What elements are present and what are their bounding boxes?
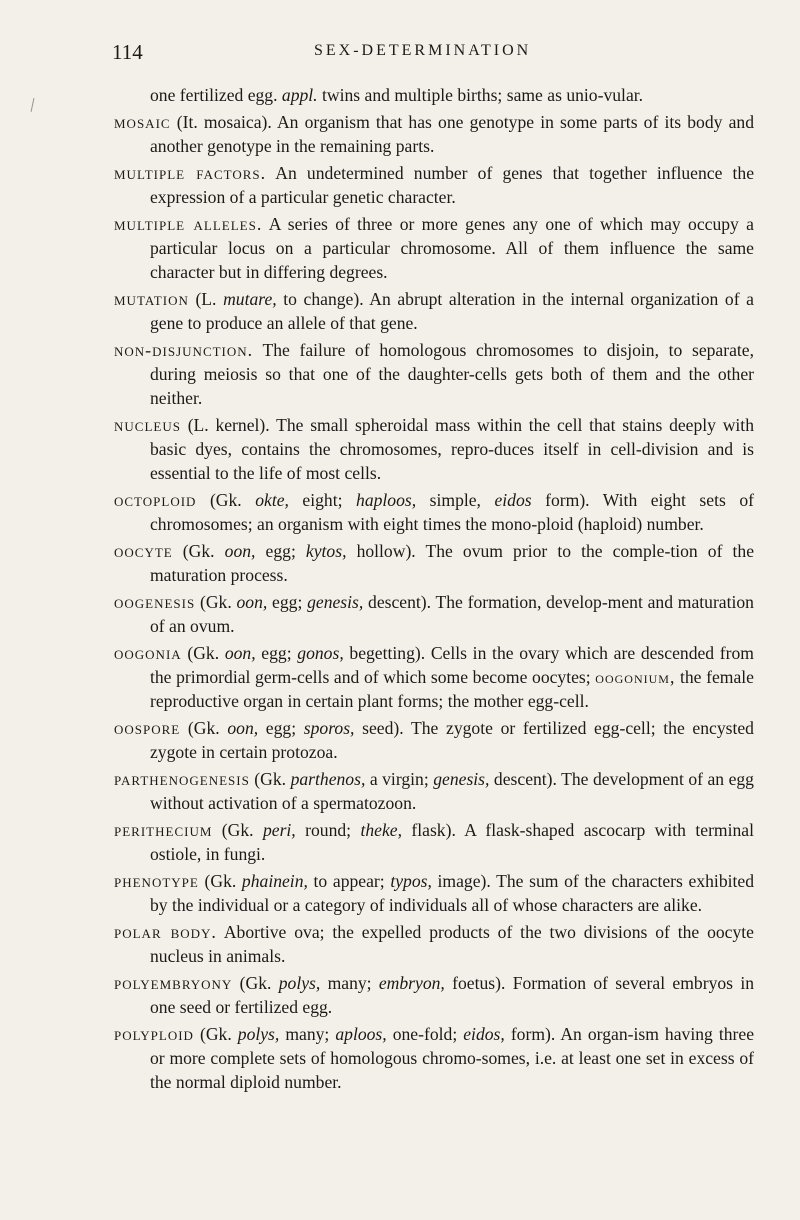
definition-text: to change). An abrupt alteration in the internal organization of a gene to produce an allele of that gene.	[150, 289, 754, 333]
entry-headword: perithecium	[114, 820, 213, 840]
entry-headword: polar body.	[114, 922, 217, 942]
definition-text: many;	[320, 973, 379, 993]
etymology-term: appl.	[281, 85, 318, 105]
definition-text: An undetermined number of genes that together influence the expression of a particular genetic character.	[150, 163, 755, 207]
glossary-entry	[114, 488, 754, 536]
etymology-term: oon,	[224, 643, 256, 663]
glossary-entry	[114, 590, 754, 638]
etymology-term: embryon,	[378, 973, 445, 993]
definition-text: The failure of homologous chromosomes to disjoin, to separate, during meiosis so that one of the daughter-cells gets both of them and the other neither.	[150, 340, 754, 408]
definition-text: (Gk.	[232, 973, 279, 993]
definition-text: round;	[295, 820, 361, 840]
etymology-term: haploos,	[356, 490, 417, 510]
glossary-entry	[114, 539, 754, 587]
definition-text: a virgin;	[365, 769, 434, 789]
entry-headword: oocyte	[114, 541, 173, 561]
page-number: 114	[112, 40, 143, 64]
entry-headword: mosaic	[114, 112, 171, 132]
etymology-term: phainein,	[241, 871, 308, 891]
glossary-entry	[114, 110, 754, 158]
etymology-term: mutare,	[223, 289, 277, 309]
definition-text: eight;	[288, 490, 357, 510]
definition-text: (Gk.	[193, 1024, 238, 1044]
entry-headword: parthenogenesis	[114, 769, 250, 789]
definition-text: (Gk.	[249, 769, 291, 789]
page-header	[0, 40, 800, 70]
definition-text: egg;	[255, 541, 306, 561]
definition-text: twins and multiple births; same as unio-vular.	[317, 85, 644, 105]
definition-text: descent). The formation, develop-ment and maturation of an ovum.	[150, 592, 754, 636]
definition-text: A series of three or more genes any one of which may occupy a particular locus on a particular chromosome. All of them influence the same character but in differing degrees.	[150, 214, 754, 282]
definition-text: hollow). The ovum prior to the comple-tion of the maturation process.	[150, 541, 755, 585]
etymology-term: polys,	[278, 973, 321, 993]
definition-text: flask). A flask-shaped ascocarp with terminal ostiole, in fungi.	[150, 820, 754, 864]
etymology-term: oon,	[224, 541, 256, 561]
entry-headword: octoploid	[114, 490, 197, 510]
glossary-entries	[114, 110, 754, 1094]
glossary-entry	[114, 818, 754, 866]
entry-headword: non-disjunction.	[114, 340, 254, 360]
entry-headword: multiple factors.	[114, 163, 267, 183]
etymology-term: gonos,	[297, 643, 344, 663]
glossary-entry	[114, 161, 754, 209]
definition-text: form). With eight sets of chromosomes; an organism with eight times the mono-ploid (haploid) number.	[150, 490, 754, 534]
definition-text: the female reproductive organ in certain plant forms; the mother egg-cell.	[150, 667, 754, 711]
entry-headword: oogenesis	[114, 592, 196, 612]
etymology-term: eidos	[494, 490, 532, 510]
etymology-term: genesis,	[307, 592, 364, 612]
etymology-term: oon,	[236, 592, 268, 612]
glossary-entry	[114, 971, 754, 1019]
glossary-entry	[114, 287, 754, 335]
glossary-entry	[114, 869, 754, 917]
entry-headword: mutation	[114, 289, 189, 309]
entry-headword: nucleus	[114, 415, 181, 435]
continuation-paragraph	[114, 83, 754, 107]
definition-text: seed). The zygote or fertilized egg-cell; the encysted zygote in certain protozoa.	[150, 718, 754, 762]
etymology-term: theke,	[360, 820, 402, 840]
definition-text: Abortive ova; the expelled products of the two divisions of the oocyte nucleus in animals.	[150, 922, 754, 966]
definition-text: to appear;	[307, 871, 391, 891]
glossary-entry	[114, 767, 754, 815]
etymology-term: sporos,	[303, 718, 355, 738]
etymology-term: polys,	[237, 1024, 280, 1044]
entry-headword: polyploid	[114, 1024, 194, 1044]
definition-text: egg;	[267, 592, 308, 612]
definition-text: (Gk.	[196, 490, 256, 510]
definition-text: (Gk.	[172, 541, 225, 561]
glossary-entry	[114, 212, 754, 284]
glossary-entry	[114, 1022, 754, 1094]
definition-text: one-fold;	[386, 1024, 464, 1044]
entry-headword: phenotype	[114, 871, 199, 891]
definition-text: many;	[279, 1024, 336, 1044]
running-head: SEX-DETERMINATION	[314, 42, 532, 59]
definition-text: (Gk.	[180, 718, 228, 738]
definition-text: (L. kernel). The small spheroidal mass within the cell that stains deeply with basic dyes, contains the chromosomes, repro-duces itself in cell-division and is essential to the life of most cells.	[150, 415, 754, 483]
etymology-term: kytos,	[305, 541, 347, 561]
definition-text: descent). The development of an egg without activation of a spermatozoon.	[150, 769, 754, 813]
definition-text: (Gk.	[198, 871, 242, 891]
definition-text: (It. mosaica). An organism that has one genotype in some parts of its body and another genotype in the remaining parts.	[150, 112, 754, 156]
definition-text: simple,	[416, 490, 495, 510]
definition-text: egg;	[255, 643, 298, 663]
definition-text: (L.	[188, 289, 224, 309]
glossary-body	[114, 83, 754, 1097]
definition-text: foetus). Formation of several embryos in one seed or fertilized egg.	[150, 973, 755, 1017]
etymology-term: parthenos,	[290, 769, 366, 789]
definition-text: (Gk.	[181, 643, 225, 663]
definition-text: form). An organ-ism having three or more complete sets of homologous chromo-somes, i.e. at least one set in excess of the normal diploid number.	[150, 1024, 755, 1092]
inline-headword: oogonium,	[595, 667, 676, 687]
definition-text: one fertilized egg.	[150, 85, 282, 105]
etymology-term: aploos,	[335, 1024, 387, 1044]
glossary-entry	[114, 716, 754, 764]
etymology-term: peri,	[262, 820, 296, 840]
etymology-term: eidos,	[463, 1024, 505, 1044]
definition-text: (Gk.	[212, 820, 263, 840]
definition-text: image). The sum of the characters exhibited by the individual or a category of individuals all of whose characters are alike.	[150, 871, 755, 915]
etymology-term: okte,	[255, 490, 289, 510]
definition-text: egg;	[258, 718, 304, 738]
etymology-term: oon,	[227, 718, 259, 738]
definition-text: (Gk.	[195, 592, 237, 612]
entry-headword: multiple alleles.	[114, 214, 263, 234]
etymology-term: genesis,	[433, 769, 490, 789]
margin-mark	[31, 98, 35, 112]
definition-text: begetting). Cells in the ovary which are descended from the primordial germ-cells and of which some become oocytes;	[150, 643, 754, 687]
entry-headword: oogonia	[114, 643, 182, 663]
entry-headword: polyembryony	[114, 973, 233, 993]
glossary-entry	[114, 641, 754, 713]
glossary-entry	[114, 413, 754, 485]
glossary-entry	[114, 338, 754, 410]
glossary-entry	[114, 920, 754, 968]
etymology-term: typos,	[390, 871, 432, 891]
entry-headword: oospore	[114, 718, 181, 738]
